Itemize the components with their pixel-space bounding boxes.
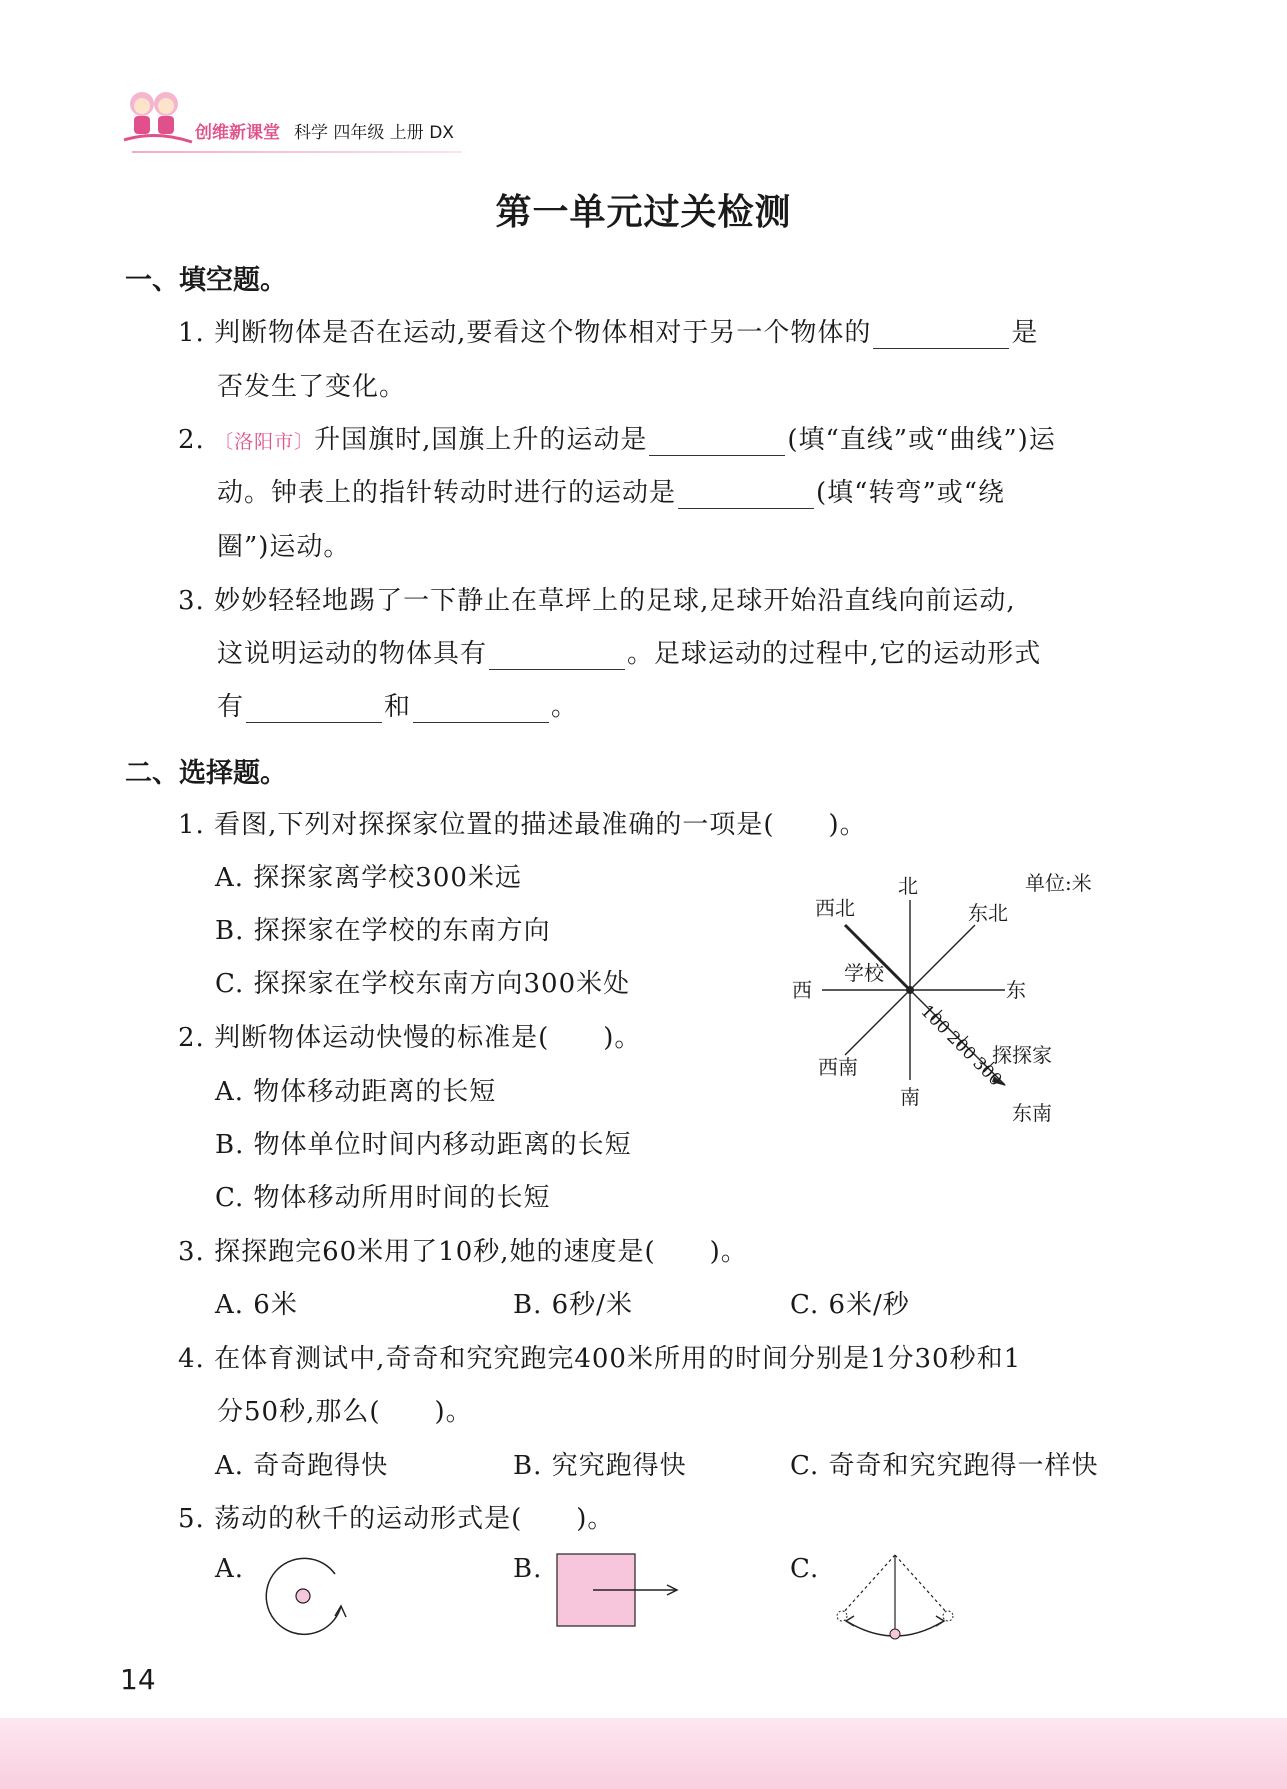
compass-south: 南 (900, 1085, 920, 1109)
choice-q3-option-c[interactable]: C. 6米/秒 (790, 1290, 910, 1320)
header-bar (195, 118, 454, 143)
fill-q2-line3: 圈”)运动。 (217, 532, 351, 562)
choice-q4-stem: 4. 在体育测试中,奇奇和究究跑完400米所用的时间分别是1分30秒和1 (178, 1344, 1022, 1374)
fill-q2-line2 (217, 472, 1005, 509)
choice-q2-option-b[interactable]: B. 物体单位时间内移动距离的长短 (215, 1130, 632, 1160)
compass-tick-200: 200 (942, 1027, 980, 1065)
footer-band (0, 1718, 1287, 1789)
fill-q1-line1 (178, 312, 1038, 349)
section2-heading: 二、选择题。 (125, 758, 287, 789)
answer-blank[interactable] (246, 694, 382, 723)
compass-southwest: 西南 (818, 1055, 858, 1079)
choice-q4-option-c[interactable]: C. 奇奇和究究跑得一样快 (790, 1451, 1099, 1481)
answer-blank[interactable] (873, 320, 1009, 349)
choice-q4-option-a[interactable]: A. 奇奇跑得快 (215, 1451, 389, 1481)
fill-q3-line3 (217, 686, 578, 723)
compass-center-school: 学校 (844, 961, 884, 985)
fill-q2-num: 2. (178, 425, 205, 455)
fill-q2-text: 升国旗时,国旗上升的运动是 (314, 425, 648, 455)
fill-q1-tail: 是 (1011, 318, 1039, 348)
compass-northeast: 东北 (968, 901, 1008, 925)
header-subject: 科学 四年级 上册 DX (294, 123, 454, 143)
compass-northwest: 西北 (815, 896, 855, 920)
fill-q1-line2: 否发生了变化。 (217, 372, 407, 402)
choice-q1-option-c[interactable]: C. 探探家在学校东南方向300米处 (215, 969, 631, 999)
section1-heading: 一、填空题。 (125, 265, 287, 296)
choice-q2-option-a[interactable]: A. 物体移动距离的长短 (215, 1077, 497, 1107)
fill-q3-line2 (217, 633, 1041, 670)
mascot-logo (120, 84, 200, 154)
fill-q3-end: 。 (551, 692, 579, 722)
circular-motion-figure (255, 1550, 355, 1650)
page-title: 第一单元过关检测 (495, 192, 792, 233)
brand-name: 创维新课堂 (195, 123, 280, 143)
choice-q1-stem: 1. 看图,下列对探探家位置的描述最准确的一项是( )。 (178, 810, 867, 840)
choice-q3-stem: 3. 探探跑完60米用了10秒,她的速度是( )。 (178, 1237, 748, 1267)
choice-q5-stem: 5. 荡动的秋千的运动形式是( )。 (178, 1504, 615, 1534)
fill-q1-text: 1. 判断物体是否在运动,要看这个物体相对于另一个物体的 (178, 318, 872, 348)
fill-q3-and: 和 (384, 692, 412, 722)
choice-q3-option-a[interactable]: A. 6米 (215, 1290, 298, 1320)
choice-q5-option-b[interactable]: B. (513, 1554, 543, 1584)
fill-q2-line1 (178, 419, 1056, 456)
fill-q2-text2: 动。钟表上的指针转动时进行的运动是 (217, 478, 677, 508)
compass-target-home: 探探家 (992, 1043, 1052, 1067)
compass-southeast: 东南 (1012, 1101, 1052, 1125)
fill-q3-line1: 3. 妙妙轻轻地踢了一下静止在草坪上的足球,足球开始沿直线向前运动, (178, 586, 1016, 616)
choice-q4-option-b[interactable]: B. 究究跑得快 (513, 1451, 687, 1481)
compass-unit: 单位:米 (1025, 871, 1092, 895)
compass-west: 西 (792, 978, 812, 1002)
linear-motion-figure (553, 1550, 683, 1630)
compass-tick-100: 100 (916, 1001, 954, 1039)
page-number: 14 (120, 1663, 156, 1696)
region-tag: 〔洛阳市〕 (214, 431, 315, 453)
choice-q5-option-c[interactable]: C. (790, 1554, 820, 1584)
choice-q2-stem: 2. 判断物体运动快慢的标准是( )。 (178, 1023, 642, 1053)
choice-q3-option-b[interactable]: B. 6秒/米 (513, 1290, 633, 1320)
answer-blank[interactable] (413, 694, 549, 723)
fill-q2-hint: (填“直线”或“曲线”)运 (787, 425, 1056, 455)
compass-diagram (780, 860, 1140, 1130)
answer-blank[interactable] (678, 480, 814, 509)
fill-q3-text: 这说明运动的物体具有 (217, 639, 488, 669)
choice-q5-option-a[interactable]: A. (215, 1554, 245, 1584)
fill-q2-hint2: (填“转弯”或“绕 (816, 478, 1006, 508)
answer-blank[interactable] (649, 427, 785, 456)
answer-blank[interactable] (489, 641, 625, 670)
compass-east: 东 (1006, 978, 1026, 1002)
swing-motion-figure (830, 1550, 960, 1640)
compass-tick-300: 300 (968, 1053, 1006, 1091)
choice-q1-option-a[interactable]: A. 探探家离学校300米远 (215, 863, 522, 893)
fill-q3-text2: 。足球运动的过程中,它的运动形式 (627, 639, 1042, 669)
choice-q4-stem2: 分50秒,那么( )。 (217, 1397, 473, 1427)
choice-q1-option-b[interactable]: B. 探探家在学校的东南方向 (215, 916, 551, 946)
compass-north: 北 (898, 874, 918, 898)
header-divider (132, 151, 462, 153)
choice-q2-option-c[interactable]: C. 物体移动所用时间的长短 (215, 1183, 551, 1213)
fill-q3-you: 有 (217, 692, 245, 722)
